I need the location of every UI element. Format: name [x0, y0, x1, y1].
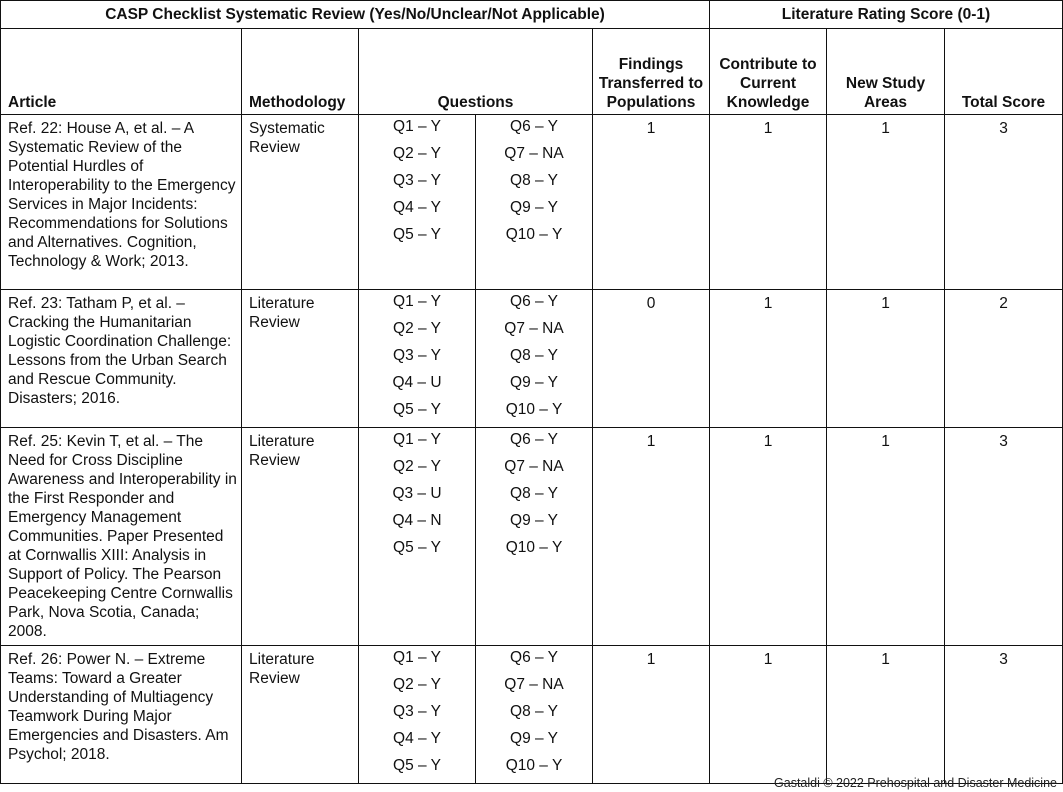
new-study-score: 1	[827, 428, 945, 646]
article-column-header: Article	[1, 29, 242, 115]
question-answer: Q2 – Y	[393, 458, 441, 475]
questions-left-cell	[359, 115, 476, 290]
question-answer: Q4 – Y	[393, 730, 441, 747]
methodology-cell: Literature Review	[242, 646, 359, 784]
new-study-score: 1	[827, 646, 945, 784]
question-answer: Q1 – Y	[393, 118, 441, 135]
question-answer: Q9 – Y	[510, 512, 558, 529]
contribute-score: 1	[710, 290, 827, 428]
question-answer: Q6 – Y	[510, 649, 558, 666]
question-answer: Q4 – U	[392, 374, 442, 391]
new-study-score: 1	[827, 290, 945, 428]
question-answer: Q5 – Y	[393, 226, 441, 243]
questions-right-cell	[476, 290, 593, 428]
rating-group-header: Literature Rating Score (0-1)	[710, 1, 1063, 29]
question-answer: Q4 – Y	[393, 199, 441, 216]
table-row	[1, 428, 1063, 646]
findings-score: 0	[593, 290, 710, 428]
table-row	[1, 290, 1063, 428]
questions-left-cell	[359, 646, 476, 784]
question-answer: Q3 – Y	[393, 703, 441, 720]
questions-column-header: Questions	[359, 29, 593, 115]
questions-right-cell	[476, 115, 593, 290]
contribute-column-header: Contribute to Current Knowledge	[710, 29, 827, 115]
methodology-cell: Literature Review	[242, 428, 359, 646]
question-answer: Q10 – Y	[505, 226, 563, 243]
question-answer: Q4 – N	[392, 512, 442, 529]
question-answer: Q3 – U	[392, 485, 442, 502]
total-score: 3	[945, 646, 1063, 784]
question-answer: Q8 – Y	[510, 703, 558, 720]
question-answer: Q7 – NA	[504, 145, 564, 162]
question-answer: Q6 – Y	[510, 431, 558, 448]
question-answer: Q1 – Y	[393, 431, 441, 448]
question-answer: Q7 – NA	[504, 320, 564, 337]
table-row	[1, 115, 1063, 290]
question-answer: Q2 – Y	[393, 145, 441, 162]
total-score: 3	[945, 428, 1063, 646]
question-answer: Q9 – Y	[510, 199, 558, 216]
question-answer: Q5 – Y	[393, 757, 441, 774]
methodology-cell: Literature Review	[242, 290, 359, 428]
question-answer: Q9 – Y	[510, 374, 558, 391]
question-answer: Q1 – Y	[393, 649, 441, 666]
new-study-column-header: New Study Areas	[827, 29, 945, 115]
questions-left-cell	[359, 290, 476, 428]
question-answer: Q2 – Y	[393, 320, 441, 337]
new-study-score: 1	[827, 115, 945, 290]
article-cell: Ref. 25: Kevin T, et al. – The Need for Cross Discipline Awareness and Interoperability in the First Responder and Emergency Management Communities. Paper Presented at Cornwallis XIII: Analysis in Support of Policy. The Pearson Peacekeeping Centre Cornwallis Park, Nova Scotia, Canada; 2008.	[1, 428, 242, 646]
questions-right-cell	[476, 428, 593, 646]
question-answer: Q3 – Y	[393, 347, 441, 364]
question-answer: Q6 – Y	[510, 293, 558, 310]
question-answer: Q1 – Y	[393, 293, 441, 310]
total-score: 3	[945, 115, 1063, 290]
question-answer: Q10 – Y	[505, 539, 563, 556]
column-header-row	[1, 29, 1063, 115]
questions-right-cell	[476, 646, 593, 784]
question-answer: Q7 – NA	[504, 458, 564, 475]
article-cell: Ref. 22: House A, et al. – A Systematic Review of the Potential Hurdles of Interoperability to the Emergency Services in Major Incidents: Recommendations for Solutions and Alternatives. Cognition, Technology & Work; 2013.	[1, 115, 242, 290]
article-cell: Ref. 23: Tatham P, et al. – Cracking the Humanitarian Logistic Coordination Challenge: Lessons from the Urban Search and Rescue Community. Disasters; 2016.	[1, 290, 242, 428]
findings-score: 1	[593, 646, 710, 784]
findings-score: 1	[593, 115, 710, 290]
question-answer: Q7 – NA	[504, 676, 564, 693]
contribute-score: 1	[710, 115, 827, 290]
findings-column-header: Findings Transferred to Populations	[593, 29, 710, 115]
questions-left-cell	[359, 428, 476, 646]
question-answer: Q8 – Y	[510, 172, 558, 189]
contribute-score: 1	[710, 646, 827, 784]
question-answer: Q10 – Y	[505, 757, 563, 774]
methodology-column-header: Methodology	[242, 29, 359, 115]
total-score: 2	[945, 290, 1063, 428]
copyright-credit: Gastaldi © 2022 Prehospital and Disaster Medicine	[774, 776, 1057, 790]
question-answer: Q5 – Y	[393, 401, 441, 418]
findings-score: 1	[593, 428, 710, 646]
question-answer: Q5 – Y	[393, 539, 441, 556]
contribute-score: 1	[710, 428, 827, 646]
question-answer: Q8 – Y	[510, 485, 558, 502]
question-answer: Q2 – Y	[393, 676, 441, 693]
question-answer: Q8 – Y	[510, 347, 558, 364]
methodology-cell: Systematic Review	[242, 115, 359, 290]
total-score-column-header: Total Score	[945, 29, 1063, 115]
casp-group-header: CASP Checklist Systematic Review (Yes/No/Unclear/Not Applicable)	[1, 1, 710, 29]
group-header-row	[1, 1, 1063, 29]
question-answer: Q3 – Y	[393, 172, 441, 189]
question-answer: Q6 – Y	[510, 118, 558, 135]
article-cell: Ref. 26: Power N. – Extreme Teams: Toward a Greater Understanding of Multiagency Teamwork During Major Emergencies and Disasters. Am Psychol; 2018.	[1, 646, 242, 784]
question-answer: Q9 – Y	[510, 730, 558, 747]
table-row	[1, 646, 1063, 784]
question-answer: Q10 – Y	[505, 401, 563, 418]
